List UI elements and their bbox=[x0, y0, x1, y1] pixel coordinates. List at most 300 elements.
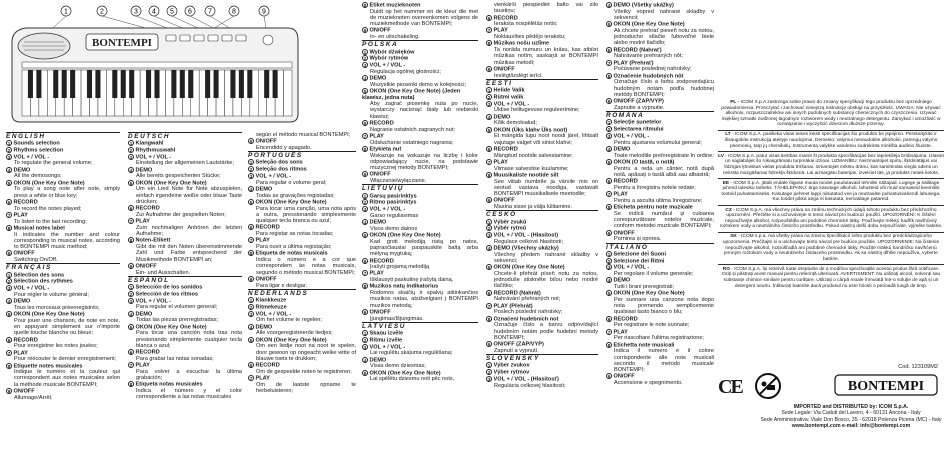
feature-description: Accensione e spegnimento. bbox=[614, 380, 683, 387]
feature-item bbox=[6, 298, 120, 305]
feature-label: PLAY bbox=[613, 191, 628, 198]
callout-number: 7 bbox=[487, 303, 491, 309]
callout-number: 8 bbox=[607, 73, 611, 79]
feature-description: Regulácia celkovej hlasitosti; bbox=[494, 382, 566, 389]
imported-line: IMPORTED and DISTRIBUTED by: ICOM S.p.A. bbox=[793, 404, 909, 410]
feature-description: Per regolare il volume generale; bbox=[614, 270, 694, 277]
feature-label: Výber zvukov bbox=[493, 362, 530, 369]
feature-description: Pentru a asculta ultima înregistrare; bbox=[614, 197, 703, 204]
feature-item bbox=[6, 272, 120, 279]
feature-label: VOL + / VOL - bbox=[255, 173, 292, 180]
black-key bbox=[70, 70, 75, 98]
feature-label: DEMO bbox=[613, 277, 631, 284]
feature-label: Etichetta note musicali bbox=[613, 342, 675, 349]
callout-number: 7 bbox=[363, 271, 367, 277]
feature-label: PLAY bbox=[135, 218, 150, 225]
feature-description: Všetky vopred nahrané skladby v sekvencii; bbox=[614, 8, 714, 21]
feature-label: DEMO (Všechny ukázky) bbox=[493, 245, 559, 252]
feature-description: Pentru a reda un cântec notă după notă, apăsați o tastă albă sau albastră; bbox=[614, 165, 714, 178]
callout-number: 4 bbox=[363, 76, 367, 82]
callout-number: 4 bbox=[7, 299, 11, 305]
note-text: - ICOM S.p.A. patur visas tiesības mainīt šī produkta specifikācijas bez iepriekšēja brīdinājuma. Izlasiet un saglabājiet šo rokasgrāmatu turpmākai izziņai. UZMANĪBU: Neizmantojiet spirtu, šķīdinātājus vai līdzīgas ķīmiskas vielas produkta tīrīšanai. Izmantojiet mīkstu drānu, kas samitrināta viegla ūdens un neitrāla mazgāšanas līdzekļa šķīdumā. Lai aizsargātu baterijas, izvelciet tās, ja produkts netiek lietots. bbox=[722, 153, 944, 176]
callout-number: 3 bbox=[363, 207, 367, 213]
feature-description: Zapnutie a vypnutie. bbox=[614, 104, 665, 111]
feature-item bbox=[606, 264, 714, 271]
feature-item bbox=[606, 290, 714, 297]
feature-item bbox=[606, 204, 714, 211]
feature-label: ON/OFF bbox=[255, 276, 277, 283]
callout-number: 5 bbox=[7, 312, 11, 318]
callout-number: 6 bbox=[487, 15, 491, 21]
feature-label: Etiquette notes musicales bbox=[13, 362, 83, 369]
language-heading: ROMÂNĂ bbox=[606, 111, 714, 119]
callout-number: 8 bbox=[363, 3, 367, 8]
feature-label: OKON (One Key One Note) bbox=[13, 180, 85, 187]
feature-description: Označuje číslo a farbu zodpovedajúcu hudobným notám podľa hudobnej metódy BONTEMPI; bbox=[614, 79, 714, 98]
feature-item bbox=[362, 206, 478, 213]
feature-item bbox=[606, 191, 714, 198]
note-language-code: RO bbox=[722, 266, 730, 272]
feature-description: según el método musical BONTEMPI; bbox=[256, 132, 351, 138]
feature-label: DEMO bbox=[613, 146, 631, 153]
feature-label: VOL + / VOL - bbox=[13, 154, 50, 161]
safety-note bbox=[718, 267, 944, 289]
feature-item bbox=[248, 199, 356, 206]
feature-label: RECORD bbox=[135, 349, 160, 356]
callout-number: 8 bbox=[607, 205, 611, 211]
feature-label: VOL + / VOL - bbox=[255, 311, 292, 318]
feature-item bbox=[486, 94, 598, 101]
callout-number: 5 bbox=[607, 159, 611, 165]
callout-number: 9 bbox=[487, 66, 491, 72]
feature-description: Nahrávání přehraných not; bbox=[494, 296, 561, 303]
callout-number: 4 bbox=[363, 357, 367, 363]
feature-description: Om het volume te regelen; bbox=[256, 317, 322, 324]
feature-label: PLAY bbox=[369, 270, 384, 277]
feature-label: Výber rytmov bbox=[493, 369, 530, 376]
feature-label: RECORD bbox=[493, 14, 518, 21]
feature-item bbox=[486, 303, 598, 310]
callout-number: 3 bbox=[249, 311, 253, 317]
text-column-1 bbox=[6, 132, 120, 401]
note-text: - ICOM S.p.A. pasilieka visas teises keisti specifikacijas šio produkto be įspėjimo. Perskaitykite ir išsaugokite instrukciją ateityje naudojimui. Demesio: valymui nenaudokite alkoholio, parengų valymo priemonių, tarp jų chemikalų. Instrumentą valykite vandeniu sudrėkinta minkšta audinio šluoste. bbox=[724, 132, 938, 149]
feature-item bbox=[606, 373, 714, 380]
feature-description: Odsłuchanie ostatniego nagrania; bbox=[370, 139, 454, 146]
feature-description: Para ouvir a última registação; bbox=[256, 244, 332, 251]
feature-description: Et mängida lugu noot noodi järel, lihtsalt vajutage valget või sinist klahvi; bbox=[494, 133, 598, 146]
callout-number: 2 bbox=[7, 279, 11, 285]
feature-item bbox=[362, 55, 478, 62]
callout-number: 1 bbox=[607, 120, 611, 126]
feature-label: DEMO bbox=[369, 75, 387, 82]
feature-label: DEMO bbox=[369, 357, 387, 364]
feature-item bbox=[128, 180, 242, 187]
callout-number: 4 bbox=[607, 3, 611, 8]
safety-note bbox=[718, 132, 944, 149]
feature-label: Ritmu izvēle bbox=[369, 337, 403, 344]
feature-label: VOL + / VOL - bbox=[613, 264, 650, 271]
feature-description: Indique le numéro et la couleur qui correspondent aux notes musicales selon la méthode musicale BONTEMPI; bbox=[14, 369, 120, 388]
feature-item bbox=[6, 311, 120, 318]
white-key bbox=[284, 70, 292, 116]
callout-number: 1 bbox=[249, 298, 253, 304]
product-code: Cod. 123109M2 bbox=[898, 364, 938, 370]
feature-item bbox=[128, 284, 242, 291]
callout-number: 1 bbox=[363, 49, 367, 55]
feature-description: Per suonare una canzone nota dopo nota premendo semplicemente qualsiasi tasto bianco o blu; bbox=[614, 296, 714, 316]
note-language-code: LT bbox=[725, 132, 731, 138]
feature-item bbox=[606, 342, 714, 349]
safety-note bbox=[718, 154, 944, 176]
callout-number: 8 bbox=[232, 8, 236, 16]
feature-label: DEMO bbox=[369, 219, 387, 226]
feature-label: OKON (One Key One Note) bbox=[493, 264, 565, 271]
feature-description: See viitab numbrile ja värvile mis on seotud vastava noodiga, vastavalt BONTEMPI muusikalisele meetodile; bbox=[494, 178, 598, 198]
feature-label: OKON (One Key One Note) bbox=[369, 232, 441, 239]
feature-item bbox=[362, 309, 478, 316]
callout-number: 9 bbox=[7, 388, 11, 394]
callout-number: 7 bbox=[7, 350, 11, 356]
note-language-code: CZ bbox=[725, 207, 732, 213]
callout-number: 1 bbox=[7, 141, 11, 147]
callout-number: 4 bbox=[249, 186, 253, 192]
feature-item bbox=[6, 167, 120, 174]
feature-label: Rhythmuswahl bbox=[135, 147, 176, 154]
feature-description: Garso reguliavimas bbox=[370, 212, 419, 219]
callout-number: 6 bbox=[607, 179, 611, 185]
callout-number: 6 bbox=[249, 363, 253, 369]
feature-item bbox=[606, 329, 714, 336]
feature-item bbox=[486, 197, 598, 204]
callout-number: 5 bbox=[129, 324, 133, 330]
feature-label: DEMO bbox=[13, 298, 31, 305]
feature-item bbox=[6, 147, 120, 154]
feature-label: Sélection des rythmes bbox=[13, 278, 73, 285]
feature-description: Ta norāda numuru un krāsu, kas atbilst mūzikas notīm, saskaņā ar BONTEMPI mūzikas metodi; bbox=[494, 47, 598, 66]
callout-number: 3 bbox=[607, 133, 611, 139]
feature-description: Visos demo dainos bbox=[370, 225, 418, 232]
feature-label: Seleção dos sons bbox=[255, 159, 303, 166]
black-key bbox=[188, 70, 193, 98]
callout-number: 9 bbox=[7, 251, 11, 257]
callout-number: 2 bbox=[100, 8, 104, 16]
callout-number: 6 bbox=[487, 146, 491, 152]
note-divider bbox=[718, 178, 944, 179]
feature-item bbox=[6, 250, 120, 257]
feature-description: Alle voorgeregistreerde liedjes; bbox=[256, 330, 333, 337]
callout-number: 4 bbox=[487, 114, 491, 120]
feature-description: Todas las piezas prerregistradas; bbox=[136, 317, 219, 324]
feature-label: DEMO bbox=[135, 167, 153, 174]
language-heading: ČESKO bbox=[486, 210, 598, 218]
feature-description: Ak chcete prehrať pieseň notu za notou, jednoducho stlačte ľubovoľné biele alebo modré tlačidlo; bbox=[614, 27, 714, 47]
callout-number: 7 bbox=[208, 8, 212, 16]
feature-label: DEMO (Všetky ukážky) bbox=[613, 2, 674, 9]
black-key bbox=[146, 70, 151, 98]
feature-item bbox=[248, 166, 356, 173]
feature-label: DEMO bbox=[493, 114, 511, 121]
feature-description: Wskazuje na wskazuje na liczbę i kolor odpowiadający nucie, na podstawie muzycznej metody BONTEMPI; bbox=[370, 152, 478, 172]
feature-item bbox=[248, 138, 356, 145]
feature-label: VOL + / VOL - bbox=[13, 285, 50, 292]
feature-label: PLAY bbox=[613, 329, 628, 336]
feature-label: PLAY bbox=[13, 212, 28, 219]
callout-number: 5 bbox=[363, 233, 367, 239]
callout-number: 8 bbox=[363, 146, 367, 152]
callout-number: 5 bbox=[129, 180, 133, 186]
feature-item bbox=[362, 370, 478, 377]
feature-item bbox=[362, 270, 478, 277]
feature-description: Visas demo dziesmas; bbox=[370, 363, 426, 370]
feature-description: Poslech poslední nahrávky; bbox=[494, 309, 563, 316]
feature-label: Označení hudebních not bbox=[493, 316, 559, 323]
feature-label: Selecție sunetelor bbox=[613, 119, 662, 126]
black-key bbox=[171, 70, 176, 98]
feature-label: VOL + / VOL - bbox=[369, 344, 406, 351]
feature-label: RECORD (Nahrát) bbox=[493, 290, 541, 297]
feature-label: Etiqueta de notas musicais bbox=[255, 250, 328, 257]
feature-item bbox=[486, 232, 598, 239]
callout-number: 5 bbox=[7, 180, 11, 186]
feature-label: RECORD bbox=[369, 257, 394, 264]
callout-number: 8 bbox=[363, 284, 367, 290]
feature-description: Para ligar e desligar. bbox=[256, 282, 307, 289]
feature-label: VOL + / VOL - bbox=[613, 133, 650, 140]
language-heading: EESTI bbox=[486, 79, 598, 87]
callout-number: 1 bbox=[363, 331, 367, 337]
feature-label: OKON (One Key One Note) bbox=[255, 337, 327, 344]
feature-label: RECORD bbox=[135, 205, 160, 212]
feature-item bbox=[486, 376, 598, 383]
feature-item bbox=[362, 344, 478, 351]
feature-item bbox=[128, 147, 242, 154]
feature-label: RECORD bbox=[613, 316, 638, 323]
callout-number: 9 bbox=[487, 198, 491, 204]
feature-description: Per registrare le note suonate; bbox=[614, 322, 690, 329]
feature-item bbox=[606, 73, 714, 80]
age-warning-icon bbox=[754, 372, 782, 400]
safety-note bbox=[718, 208, 944, 230]
black-key bbox=[53, 70, 58, 98]
feature-description: Se indică numărul și culoarea corespunzătoare notelor muzicale, conform metodei muzicale BONTEMPI; bbox=[614, 210, 714, 230]
feature-label: PLAY (Přehrát) bbox=[493, 303, 533, 310]
callout-number: 7 bbox=[249, 376, 253, 381]
feature-item bbox=[362, 62, 478, 69]
feature-description: Ierakstа nospēlētās notis; bbox=[494, 21, 558, 28]
feature-description: Pour régler le volume général; bbox=[14, 291, 89, 298]
feature-description: Kõik demoloalud; bbox=[494, 120, 537, 127]
feature-item bbox=[6, 212, 120, 219]
feature-item bbox=[362, 49, 478, 56]
feature-description: Lai regulētu skaļuma regulēšana; bbox=[370, 350, 453, 357]
callout-number: 5 bbox=[487, 265, 491, 271]
feature-item bbox=[486, 159, 598, 166]
callout-number: 5 bbox=[363, 89, 367, 95]
feature-item bbox=[362, 330, 478, 337]
black-key bbox=[205, 70, 210, 98]
feature-description: Para grabar las notas sonadas; bbox=[136, 355, 214, 362]
feature-label: RECORD bbox=[255, 224, 280, 231]
callout-number: 2 bbox=[487, 370, 491, 376]
feature-item bbox=[606, 277, 714, 284]
feature-label: Noten-Etikett bbox=[135, 237, 171, 244]
feature-item bbox=[486, 15, 598, 22]
feature-description: Üldise helitugevuse reguleerimine; bbox=[494, 107, 580, 114]
feature-description: Regulacja ogólnej głośności; bbox=[370, 68, 441, 75]
feature-item bbox=[248, 375, 356, 382]
feature-description: Encendido y apagado. bbox=[256, 144, 312, 151]
feature-item bbox=[128, 291, 242, 298]
feature-item bbox=[6, 199, 120, 206]
language-heading: LATVIEŠU bbox=[362, 322, 478, 330]
callout-number: 4 bbox=[129, 167, 133, 173]
feature-description: Kad groti melodiją natą po natos, paprasčiausiai paspauskite baltą arba mėlyną mygtuką; bbox=[370, 238, 478, 258]
feature-label: RECORD bbox=[493, 146, 518, 153]
feature-label: VOL + / VOL - bbox=[135, 298, 172, 305]
ce-mark: CE bbox=[718, 376, 742, 398]
callout-number: 2 bbox=[487, 226, 491, 232]
callout-number: 6 bbox=[607, 316, 611, 322]
callout-number: 9 bbox=[607, 230, 611, 236]
feature-description: Para volver a escuchar la última grabación; bbox=[136, 368, 242, 381]
svg-text:BONTEMPI: BONTEMPI bbox=[847, 379, 925, 394]
feature-label: DEMO bbox=[135, 311, 153, 318]
callout-number: 4 bbox=[152, 8, 156, 16]
feature-description: In- en uitschakeling. bbox=[370, 34, 420, 41]
callout-number: 5 bbox=[607, 22, 611, 28]
feature-label: Selectarea ritmului bbox=[613, 126, 664, 133]
feature-description: Rodomos skaičių ir spalvų atitinkančios muzikos natas, atsižvelgiant į BONTEMPI muzikos metodą; bbox=[370, 290, 478, 309]
feature-description: Para registar as notas tocadas; bbox=[256, 231, 334, 238]
black-key bbox=[247, 70, 252, 98]
feature-label: OKON (One Key One Note) bbox=[613, 290, 685, 297]
black-key bbox=[239, 70, 244, 98]
feature-item bbox=[248, 173, 356, 180]
feature-label: ON/OFF bbox=[13, 250, 35, 257]
feature-item bbox=[6, 285, 120, 292]
feature-item bbox=[128, 218, 242, 225]
feature-description: Ieslēgt/izslēgt ierīci. bbox=[494, 72, 543, 79]
feature-label: OKON (O tastă, o notă) bbox=[613, 159, 675, 166]
feature-description: Masina sisse ja välja lülitamine. bbox=[494, 204, 573, 211]
feature-label: Selección de los ritmos bbox=[135, 291, 198, 298]
feature-description: Počúvanie poslednej nahrávky; bbox=[614, 66, 692, 73]
callout-number: 7 bbox=[129, 219, 133, 225]
feature-item bbox=[128, 324, 242, 331]
callout-number: 1 bbox=[7, 272, 11, 278]
callout-number: 6 bbox=[129, 350, 133, 356]
feature-item bbox=[248, 324, 356, 331]
feature-label: ON/OFF bbox=[13, 388, 35, 395]
feature-item bbox=[486, 290, 598, 297]
feature-label: ON/OFF bbox=[613, 373, 635, 380]
callout-number: 4 bbox=[7, 167, 11, 173]
note-text: - ICOM S.p.A. jätab endale õiguse muuta toodet puudutavaid tehnilisi näitajaid. Lugege ja säilitage juhend tuleviku tarbeks. TÄHELEPANU: ärge kasutage alkoholi, lahusteid või muid sarnaseid keemilisi tooteid puhastamiseks. Kasutage pehmet lappi niisutatud vee ja neutraalse puhastusvahendi lahusega. Kui toodet pikka aega ei kasutata, eemaldage patareid. bbox=[721, 180, 941, 203]
feature-item bbox=[248, 311, 356, 318]
feature-label: PLAY bbox=[369, 133, 384, 140]
callout-number: 1 bbox=[129, 285, 133, 291]
feature-item bbox=[486, 87, 598, 94]
feature-item bbox=[362, 219, 478, 226]
text-column-6 bbox=[606, 2, 714, 386]
callout-number: 3 bbox=[7, 286, 11, 292]
feature-item bbox=[486, 369, 598, 376]
black-key bbox=[264, 70, 269, 98]
feature-label: Výběr rytmů bbox=[493, 225, 527, 232]
feature-label: Rhythms selection bbox=[13, 147, 64, 154]
feature-description: Switching On/Off. bbox=[14, 257, 58, 264]
feature-item bbox=[606, 178, 714, 185]
feature-item bbox=[606, 251, 714, 258]
note-language-code: PL bbox=[730, 100, 737, 105]
feature-label: PLAY bbox=[255, 237, 270, 244]
callout-number: 6 bbox=[188, 8, 192, 16]
language-heading: FRANÇAIS bbox=[6, 263, 120, 271]
feature-label: Sounds selection bbox=[13, 140, 60, 147]
note-text: - ICOM S.p.A. má všechny práva na změnu technických údajů tohoto produktu bez předchozího upozornění. Přečtěte si a uchovávejte si tento návod pro budoucí použití. UPOZORNĚNÍ: K čištění nepoužívejte alkohol, rozpouštědla ani podobné chemické látky. Používejte měkký hadřík navlhčený roztokem vody a neutrálního čisticího prostředku. Pokud nástroj delší dobu nepoužíváte, vyjměte baterie. bbox=[719, 207, 943, 230]
feature-item bbox=[606, 98, 714, 105]
callout-number: 8 bbox=[487, 316, 491, 322]
feature-label: RECORD bbox=[13, 337, 38, 344]
callout-number: 9 bbox=[249, 139, 253, 145]
feature-description: To listen to the last recording; bbox=[14, 218, 87, 225]
callout-number: 6 bbox=[7, 199, 11, 205]
callout-number: 3 bbox=[487, 376, 491, 382]
feature-item bbox=[606, 230, 714, 237]
bontempi-logo bbox=[834, 374, 938, 396]
keyboard-diagram bbox=[6, 4, 302, 126]
feature-description: Toate melodiile preînregistrate în ordine; bbox=[614, 152, 714, 159]
feature-item bbox=[362, 133, 478, 140]
feature-item bbox=[606, 2, 714, 9]
black-key bbox=[36, 70, 41, 98]
feature-label: ON/OFF bbox=[493, 66, 515, 73]
feature-label: ON/OFF bbox=[493, 197, 515, 204]
feature-label: OKON (One Key One Note) bbox=[135, 180, 207, 187]
feature-description: Włączanie/wyłączanie. bbox=[370, 178, 427, 185]
callout-number: 1 bbox=[487, 219, 491, 225]
language-heading: POLSKA bbox=[362, 40, 478, 48]
callout-number: 2 bbox=[363, 337, 367, 343]
callout-number: 9 bbox=[363, 309, 367, 315]
feature-description: Įrašyti grojamą melodiją bbox=[370, 264, 430, 271]
callout-number: 3 bbox=[607, 265, 611, 271]
feature-description: It indicates the number and colour corresponding to musical notes, according to BONTEMPI music method; bbox=[14, 231, 120, 251]
callout-number: 3 bbox=[129, 154, 133, 160]
note-text: - ICOM S.p.A zastrzega sobie prawo do zmiany specyfikacji tego produktu bez uprzedniego powiadomienia. Przeczytać i zachować niniejszą instrukcję obsługi na przyszłość. UWAGA: Nie używać alkoholu, rozpuszczalników ani innych podobnych substancji chemicznych do czyszczenia. Używać miękkiej szmatki zwilżonej łagodnym roztworem wody i neutralnego detergentu. Zamykać i umożliwić w rozwiązanie i wyczyścić dzieciom dłuższe przerwy. bbox=[721, 100, 941, 128]
callout-number: 8 bbox=[487, 172, 491, 178]
feature-label: Etiket muzieknoten bbox=[369, 2, 421, 9]
feature-item bbox=[606, 21, 714, 28]
feature-item bbox=[248, 224, 356, 231]
callout-number: 2 bbox=[129, 147, 133, 153]
feature-item bbox=[6, 180, 120, 187]
callout-number: 2 bbox=[607, 127, 611, 133]
note-divider bbox=[718, 205, 944, 206]
callout-number: 3 bbox=[363, 63, 367, 69]
feature-item bbox=[128, 381, 242, 388]
feature-label: OKON (One Key One Note) bbox=[255, 199, 327, 206]
callout-number: 9 bbox=[262, 8, 266, 16]
feature-item bbox=[486, 225, 598, 232]
feature-description: vienkārši piespiediet balto vai zilo taustiņu; bbox=[494, 2, 598, 15]
callout-number: 8 bbox=[129, 238, 133, 244]
callout-number: 4 bbox=[607, 146, 611, 152]
feature-item bbox=[362, 337, 478, 344]
feature-item bbox=[362, 27, 478, 34]
feature-description: To play a song note after note, simply press a white or blue key; bbox=[14, 186, 120, 199]
language-heading: NEDERLANDS bbox=[248, 289, 356, 297]
